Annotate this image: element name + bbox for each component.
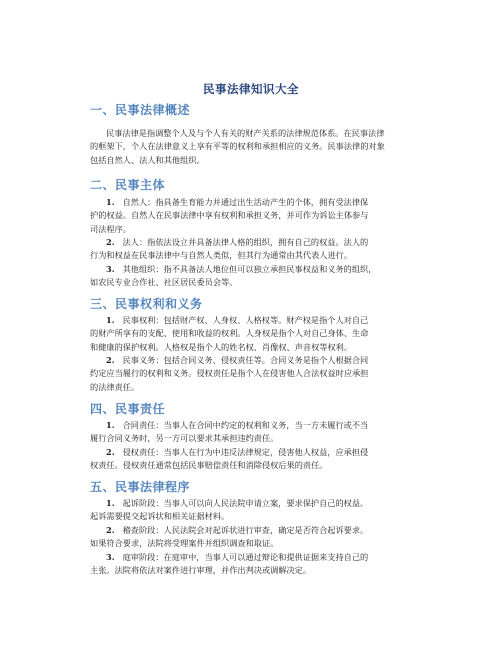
list-item [90, 236, 412, 263]
list-item [90, 551, 412, 578]
item-text: 的法律责任。 [90, 381, 140, 392]
section-heading-liability: 四、民事责任 [90, 402, 166, 416]
section-heading-overview: 一、民事法律概述 [90, 103, 191, 117]
item-number: 1. [106, 498, 115, 508]
list-item [90, 263, 412, 290]
item-text: 其他组织：指不具备法人地位但可以独立承担民事权益和义务的组织， [122, 264, 377, 274]
item-text: 和健康的保护权利。人格权是指个人的姓名权、肖像权、声音权等权利。 [90, 341, 353, 352]
item-text: 侵权责任：当事人在行为中违反法律规定，侵害他人权益，应承担侵 [122, 447, 369, 457]
item-text: 如农民专业合作社、社区居民委员会等。 [90, 277, 238, 288]
list-item [90, 314, 412, 354]
item-text: 护的权益。自然人在民事法律中享有权利和承担义务，并可作为诉讼主体参与 [90, 210, 369, 221]
item-text: 法人：指依法设立并具备法律人格的组织，拥有自己的权益。法人的 [122, 237, 369, 247]
item-text: 民事权利：包括财产权、人身权、人格权等。财产权是指个人对自己 [122, 315, 369, 325]
paragraph-line: 的框架下，个人在法律意义上享有平等的权利和承担相应的义务。民事法律的对象 [90, 141, 385, 152]
paragraph-line: 包括自然人、法人和其他组织。 [90, 154, 205, 165]
item-number: 1. [106, 315, 115, 325]
item-number: 2. [106, 355, 115, 365]
item-text: 履行合同义务时，另一方可以要求其承担违约责任。 [90, 433, 279, 444]
section-heading-subjects: 二、民事主体 [90, 178, 166, 192]
item-number: 2. [106, 237, 115, 247]
item-text: 行为和权益在民事法律中与自然人类似，但其行为通常由其代表人进行。 [90, 250, 353, 261]
item-number: 3. [106, 264, 115, 274]
item-number: 2. [106, 447, 115, 457]
section-paragraph-overview [90, 127, 412, 167]
item-number: 2. [106, 525, 115, 535]
item-text: 的财产所享有的支配、使用和收益的权利。人身权是指个人对自己身体、生命 [90, 328, 369, 339]
section-heading-procedure: 五、民事法律程序 [90, 480, 191, 494]
item-number: 1. [106, 420, 115, 430]
list-item [90, 497, 412, 524]
document-title: 民事法律知识大全 [203, 82, 299, 96]
item-text: 主张。法院将依法对案件进行审理，并作出判决或调解决定。 [90, 565, 312, 576]
item-number: 3. [106, 552, 115, 562]
list-item [90, 196, 412, 236]
paragraph-line: 民事法律是指调整个人及与个人有关的财产关系的法律规范体系。在民事法律 [106, 128, 385, 138]
list-item [90, 446, 412, 473]
item-text: 民事义务：包括合同义务、侵权责任等。合同义务是指个人根据合同 [122, 355, 369, 365]
item-number: 1. [106, 197, 115, 207]
list-item [90, 524, 412, 551]
item-text: 司法程序。 [90, 223, 131, 234]
list-item [90, 419, 412, 446]
item-text: 合同责任：当事人在合同中约定的权利和义务，当一方未履行或不当 [122, 420, 369, 430]
list-item [90, 354, 412, 394]
item-text: 约定应当履行的权利和义务。侵权责任是指个人在侵害他人合法权益时应承担 [90, 368, 369, 379]
item-text: 起诉阶段：当事人可以向人民法院申请立案，要求保护自己的权益。 [122, 498, 369, 508]
item-text: 自然人：指具备生育能力并通过出生活动产生的个体，拥有受法律保 [122, 197, 369, 207]
item-text: 稽查阶段：人民法院会对起诉状进行审查，确定是否符合起诉要求。 [122, 525, 369, 535]
item-text: 如果符合要求，法院将受理案件并组织调查和取证。 [90, 538, 279, 549]
section-heading-rights: 三、民事权利和义务 [90, 297, 203, 311]
item-text: 起诉需要提交起诉状和相关证据材料。 [90, 511, 230, 522]
item-text: 庭审阶段：在庭审中，当事人可以通过辩论和提供证据来支持自己的 [122, 552, 369, 562]
item-text: 权责任。侵权责任通常包括民事赔偿责任和消除侵权后果的责任。 [90, 460, 328, 471]
